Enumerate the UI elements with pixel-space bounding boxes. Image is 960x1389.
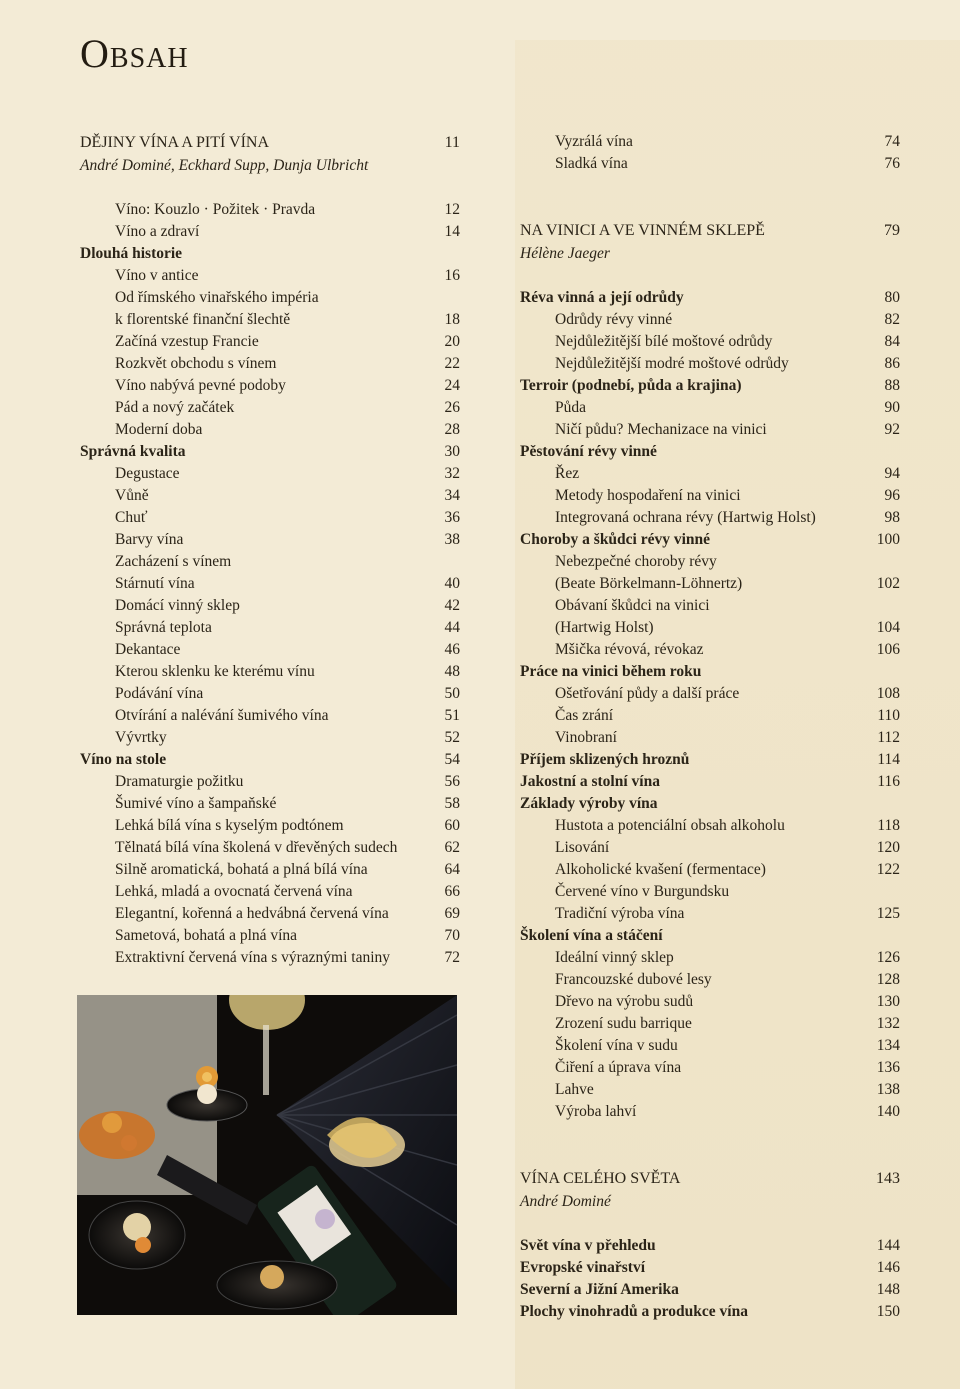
toc-entry[interactable] bbox=[80, 595, 460, 617]
toc-entry-title: Řez bbox=[555, 465, 580, 482]
toc-entry-page-number: 46 bbox=[444, 641, 460, 658]
toc-entry-page-number: 26 bbox=[444, 399, 460, 416]
toc-entry-page-number: 126 bbox=[876, 949, 900, 966]
toc-entry-title: Víno nabývá pevné podoby bbox=[115, 377, 286, 394]
toc-entry-page-number: 34 bbox=[444, 487, 460, 504]
toc-entry-title: Metody hospodaření na vinici bbox=[555, 487, 741, 504]
toc-author-title: André Dominé bbox=[520, 1193, 611, 1210]
toc-entry-title: Lehká bílá vína s kyselým podtónem bbox=[115, 817, 344, 834]
toc-chapter[interactable] bbox=[80, 243, 460, 265]
toc-entry-title: Alkoholické kvašení (fermentace) bbox=[555, 861, 766, 878]
toc-entry-title: Otvírání a nalévání šumivého vína bbox=[115, 707, 329, 724]
toc-entry[interactable] bbox=[520, 617, 900, 639]
toc-entry[interactable] bbox=[520, 947, 900, 969]
toc-entry-page-number: 70 bbox=[444, 927, 460, 944]
toc-entry-page-number: 132 bbox=[876, 1015, 900, 1032]
toc-entry-title: Ošetřování půdy a další práce bbox=[555, 685, 740, 702]
toc-entry-page-number: 22 bbox=[444, 355, 460, 372]
toc-entry-title: Ideální vinný sklep bbox=[555, 949, 674, 966]
toc-entry-page-number: 16 bbox=[444, 267, 460, 284]
toc-chapter-page-number: 144 bbox=[876, 1237, 900, 1254]
toc-entry[interactable] bbox=[520, 397, 900, 419]
toc-spacer bbox=[520, 265, 900, 287]
toc-chapter[interactable] bbox=[520, 1257, 900, 1279]
toc-entry-page-number: 18 bbox=[444, 311, 460, 328]
toc-entry-page-number: 42 bbox=[444, 597, 460, 614]
toc-entry-title: Zrození sudu barrique bbox=[555, 1015, 692, 1032]
toc-author[interactable] bbox=[520, 243, 900, 265]
toc-spacer bbox=[520, 197, 900, 219]
toc-entry-title: Pád a nový začátek bbox=[115, 399, 235, 416]
toc-entry[interactable] bbox=[520, 727, 900, 749]
toc-entry-title: Zacházení s vínem bbox=[115, 553, 232, 570]
toc-entry-page-number: 51 bbox=[444, 707, 460, 724]
toc-entry-title: Extraktivní červená vína s výraznými taniny bbox=[115, 949, 391, 966]
toc-chapter-title: Základy výroby vína bbox=[520, 795, 658, 812]
toc-entry-title: Sametová, bohatá a plná vína bbox=[115, 927, 298, 944]
toc-entry[interactable] bbox=[520, 309, 900, 331]
toc-author[interactable] bbox=[80, 155, 460, 177]
toc-chapter-page-number: 148 bbox=[876, 1281, 900, 1298]
toc-entry-title: Nejdůležitější bílé moštové odrůdy bbox=[555, 333, 773, 350]
toc-section-page-number: 79 bbox=[884, 222, 900, 239]
toc-section-title: DĚJINY VÍNA A PITÍ VÍNA bbox=[80, 134, 270, 151]
toc-chapter[interactable] bbox=[520, 441, 900, 463]
toc-entry-page-number: 28 bbox=[444, 421, 460, 438]
toc-entry-page-number: 32 bbox=[444, 465, 460, 482]
toc-entry-page-number: 98 bbox=[884, 509, 900, 526]
toc-chapter-page-number: 114 bbox=[877, 751, 900, 768]
toc-entry-page-number: 40 bbox=[444, 575, 460, 592]
toc-entry-page-number: 82 bbox=[884, 311, 900, 328]
toc-entry[interactable] bbox=[520, 507, 900, 529]
toc-chapter[interactable] bbox=[520, 1279, 900, 1301]
toc-chapter[interactable] bbox=[520, 771, 900, 793]
toc-entry[interactable] bbox=[520, 837, 900, 859]
toc-entry-title: Víno: Kouzlo · Požitek · Pravda bbox=[115, 201, 316, 218]
toc-entry-page-number: 84 bbox=[884, 333, 900, 350]
toc-entry-title: k florentské finanční šlechtě bbox=[115, 311, 291, 328]
toc-chapter-title: Réva vinná a její odrůdy bbox=[520, 289, 684, 306]
toc-entry-page-number: 92 bbox=[884, 421, 900, 438]
toc-entry-title: Hustota a potenciální obsah alkoholu bbox=[555, 817, 785, 834]
toc-entry[interactable] bbox=[520, 1079, 900, 1101]
toc-chapter-page-number: 150 bbox=[876, 1303, 900, 1320]
toc-entry-title: Nejdůležitější modré moštové odrůdy bbox=[555, 355, 789, 372]
toc-chapter-page-number: 116 bbox=[877, 773, 900, 790]
toc-entry-page-number: 38 bbox=[444, 531, 460, 548]
toc-entry-title: Školení vína v sudu bbox=[555, 1037, 678, 1054]
toc-entry[interactable] bbox=[80, 617, 460, 639]
toc-entry-page-number: 69 bbox=[444, 905, 460, 922]
toc-entry[interactable] bbox=[80, 771, 460, 793]
toc-chapter[interactable] bbox=[520, 749, 900, 771]
toc-entry-page-number: 58 bbox=[444, 795, 460, 812]
toc-section[interactable] bbox=[80, 131, 460, 155]
toc-section[interactable] bbox=[520, 219, 900, 243]
toc-entry-title: Lahve bbox=[555, 1081, 594, 1098]
toc-entry-page-number: 14 bbox=[444, 223, 460, 240]
toc-entry-page-number: 130 bbox=[876, 993, 900, 1010]
toc-entry[interactable] bbox=[80, 353, 460, 375]
toc-entry[interactable] bbox=[520, 331, 900, 353]
toc-author[interactable] bbox=[520, 1191, 900, 1213]
toc-entry[interactable] bbox=[80, 705, 460, 727]
toc-entry-page-number: 136 bbox=[876, 1059, 900, 1076]
toc-entry[interactable] bbox=[80, 199, 460, 221]
toc-entry-page-number: 118 bbox=[877, 817, 900, 834]
toc-entry-title: Domácí vinný sklep bbox=[115, 597, 240, 614]
toc-entry-title: Sladká vína bbox=[555, 155, 628, 172]
toc-entry-title: Lehká, mladá a ovocnatá červená vína bbox=[115, 883, 353, 900]
toc-entry[interactable] bbox=[80, 507, 460, 529]
toc-entry-title: Šumivé víno a šampaňské bbox=[115, 795, 277, 812]
toc-entry-title: Začíná vzestup Francie bbox=[115, 333, 259, 350]
toc-chapter-title: Choroby a škůdci révy vinné bbox=[520, 531, 711, 548]
toc-entry[interactable] bbox=[80, 375, 460, 397]
toc-entry-page-number: 138 bbox=[876, 1081, 900, 1098]
toc-section-page-number: 143 bbox=[876, 1170, 900, 1187]
toc-author-title: Hélène Jaeger bbox=[520, 245, 610, 262]
toc-entry-page-number: 56 bbox=[444, 773, 460, 790]
toc-chapter-page-number: 88 bbox=[884, 377, 900, 394]
toc-entry-title: Od římského vinařského impéria bbox=[115, 289, 319, 306]
toc-entry-page-number: 12 bbox=[444, 201, 460, 218]
toc-entry-page-number: 52 bbox=[444, 729, 460, 746]
toc-entry-title: Vůně bbox=[115, 487, 149, 504]
toc-chapter[interactable] bbox=[520, 1235, 900, 1257]
toc-entry-page-number: 106 bbox=[876, 641, 900, 658]
toc-entry-title: Degustace bbox=[115, 465, 180, 482]
toc-entry[interactable] bbox=[80, 419, 460, 441]
toc-entry[interactable] bbox=[80, 551, 460, 573]
toc-entry[interactable] bbox=[520, 1057, 900, 1079]
toc-chapter[interactable] bbox=[520, 793, 900, 815]
toc-entry[interactable] bbox=[520, 1035, 900, 1057]
toc-entry[interactable] bbox=[80, 573, 460, 595]
toc-entry-page-number: 20 bbox=[444, 333, 460, 350]
toc-entry-page-number: 36 bbox=[444, 509, 460, 526]
toc-entry-title: Odrůdy révy vinné bbox=[555, 311, 673, 328]
toc-entry-title: Vývrtky bbox=[115, 729, 167, 746]
toc-entry-page-number: 48 bbox=[444, 663, 460, 680]
toc-entry[interactable] bbox=[80, 661, 460, 683]
toc-entry[interactable] bbox=[520, 969, 900, 991]
toc-entry-page-number: 44 bbox=[444, 619, 460, 636]
toc-entry[interactable] bbox=[80, 309, 460, 331]
toc-section[interactable] bbox=[520, 1167, 900, 1191]
toc-entry-page-number: 112 bbox=[877, 729, 900, 746]
toc-entry-title: Francouzské dubové lesy bbox=[555, 971, 712, 988]
toc-entry[interactable] bbox=[520, 881, 900, 903]
toc-entry[interactable] bbox=[520, 153, 900, 175]
toc-entry-title: Podávání vína bbox=[115, 685, 204, 702]
toc-entry-page-number: 86 bbox=[884, 355, 900, 372]
toc-entry-title: Dramaturgie požitku bbox=[115, 773, 244, 790]
toc-entry-title: Čiření a úprava vína bbox=[555, 1059, 682, 1076]
toc-entry-page-number: 125 bbox=[876, 905, 900, 922]
toc-chapter-title: Severní a Jižní Amerika bbox=[520, 1281, 679, 1298]
toc-entry-page-number: 120 bbox=[876, 839, 900, 856]
toc-entry[interactable] bbox=[80, 463, 460, 485]
toc-entry-title: Výroba lahví bbox=[555, 1103, 637, 1120]
toc-entry[interactable] bbox=[80, 859, 460, 881]
toc-entry-title: Dekantace bbox=[115, 641, 181, 658]
toc-entry-title: Barvy vína bbox=[115, 531, 184, 548]
toc-entry-title: Silně aromatická, bohatá a plná bílá vína bbox=[115, 861, 368, 878]
toc-entry[interactable] bbox=[80, 485, 460, 507]
toc-entry[interactable] bbox=[520, 991, 900, 1013]
toc-chapter-page-number: 54 bbox=[444, 751, 460, 768]
toc-section-title: VÍNA CELÉHO SVĚTA bbox=[520, 1170, 681, 1187]
toc-entry-title: Obávaní škůdci na vinici bbox=[555, 597, 710, 614]
toc-entry[interactable] bbox=[520, 859, 900, 881]
toc-chapter-title: Správná kvalita bbox=[80, 443, 186, 460]
toc-entry-page-number: 72 bbox=[444, 949, 460, 966]
toc-entry-title: Kterou sklenku ke kterému vínu bbox=[115, 663, 315, 680]
toc-entry[interactable] bbox=[80, 947, 460, 969]
toc-entry[interactable] bbox=[520, 903, 900, 925]
toc-entry[interactable] bbox=[80, 925, 460, 947]
toc-entry-page-number: 140 bbox=[876, 1103, 900, 1120]
toc-entry[interactable] bbox=[80, 727, 460, 749]
toc-chapter-title: Svět vína v přehledu bbox=[520, 1237, 656, 1254]
toc-chapter[interactable] bbox=[520, 1301, 900, 1323]
toc-spacer bbox=[520, 1123, 900, 1145]
toc-entry[interactable] bbox=[520, 551, 900, 573]
toc-entry-page-number: 90 bbox=[884, 399, 900, 416]
toc-entry-page-number: 50 bbox=[444, 685, 460, 702]
toc-entry-title: Čas zrání bbox=[555, 707, 614, 724]
toc-entry-title: Dřevo na výrobu sudů bbox=[555, 993, 694, 1010]
toc-entry-title: Moderní doba bbox=[115, 421, 203, 438]
toc-entry-page-number: 74 bbox=[884, 133, 900, 150]
toc-spacer bbox=[520, 175, 900, 197]
toc-entry-title: Lisování bbox=[555, 839, 610, 856]
toc-entry-page-number: 24 bbox=[444, 377, 460, 394]
toc-entry-title: Víno a zdraví bbox=[115, 223, 200, 240]
toc-entry[interactable] bbox=[520, 419, 900, 441]
toc-entry-title: Mšička révová, révokaz bbox=[555, 641, 704, 658]
toc-entry-title: Správná teplota bbox=[115, 619, 212, 636]
toc-entry[interactable] bbox=[80, 837, 460, 859]
toc-entry-title: (Hartwig Holst) bbox=[555, 619, 654, 636]
toc-section-title: NA VINICI A VE VINNÉM SKLEPĚ bbox=[520, 222, 765, 239]
toc-entry-title: Půda bbox=[555, 399, 586, 416]
toc-entry-page-number: 96 bbox=[884, 487, 900, 504]
toc-entry-title: Víno v antice bbox=[115, 267, 199, 284]
toc-spacer bbox=[520, 1145, 900, 1167]
toc-entry-title: Ničí půdu? Mechanizace na vinici bbox=[555, 421, 767, 438]
toc-entry-page-number: 128 bbox=[876, 971, 900, 988]
toc-entry[interactable] bbox=[80, 683, 460, 705]
toc-entry-title: Vyzrálá vína bbox=[555, 133, 633, 150]
toc-chapter[interactable] bbox=[520, 529, 900, 551]
toc-entry[interactable] bbox=[520, 705, 900, 727]
toc-entry[interactable] bbox=[80, 265, 460, 287]
toc-entry-title: Červené víno v Burgundsku bbox=[555, 883, 730, 900]
toc-entry-page-number: 64 bbox=[444, 861, 460, 878]
toc-entry[interactable] bbox=[520, 485, 900, 507]
toc-chapter-page-number: 80 bbox=[884, 289, 900, 306]
page-title: Obsah bbox=[80, 31, 189, 76]
toc-spacer bbox=[520, 1213, 900, 1235]
toc-entry[interactable] bbox=[520, 683, 900, 705]
toc-entry-page-number: 102 bbox=[876, 575, 900, 592]
toc-entry[interactable] bbox=[80, 793, 460, 815]
toc-entry-title: Stárnutí vína bbox=[115, 575, 195, 592]
toc-chapter-page-number: 30 bbox=[444, 443, 460, 460]
toc-entry-page-number: 62 bbox=[444, 839, 460, 856]
toc-entry[interactable] bbox=[520, 1013, 900, 1035]
toc-author-title: André Dominé, Eckhard Supp, Dunja Ulbricht bbox=[80, 157, 369, 174]
toc-entry[interactable] bbox=[80, 397, 460, 419]
toc-entry-page-number: 104 bbox=[876, 619, 900, 636]
toc-entry-page-number: 94 bbox=[884, 465, 900, 482]
toc-entry[interactable] bbox=[80, 331, 460, 353]
toc-entry-title: Integrovaná ochrana révy (Hartwig Holst) bbox=[555, 509, 816, 526]
toc-chapter-title: Pěstování révy vinné bbox=[520, 443, 657, 460]
toc-chapter-title: Příjem sklizených hroznů bbox=[520, 751, 690, 768]
toc-entry-title: Elegantní, kořenná a hedvábná červená vína bbox=[115, 905, 389, 922]
toc-entry-title: (Beate Börkelmann-Löhnertz) bbox=[555, 575, 743, 592]
toc-chapter-title: Dlouhá historie bbox=[80, 245, 183, 262]
toc-entry-page-number: 134 bbox=[876, 1037, 900, 1054]
toc-chapter[interactable] bbox=[520, 661, 900, 683]
toc-entry[interactable] bbox=[80, 881, 460, 903]
toc-entry[interactable] bbox=[80, 903, 460, 925]
toc-entry[interactable] bbox=[80, 221, 460, 243]
toc-chapter-title: Evropské vinařství bbox=[520, 1259, 646, 1276]
toc-entry[interactable] bbox=[520, 595, 900, 617]
toc-right-column bbox=[520, 131, 900, 1323]
toc-entry[interactable] bbox=[520, 353, 900, 375]
toc-entry[interactable] bbox=[520, 463, 900, 485]
toc-chapter-title: Práce na vinici během roku bbox=[520, 663, 702, 680]
toc-entry-page-number: 108 bbox=[876, 685, 900, 702]
toc-chapter-title: Víno na stole bbox=[80, 751, 167, 768]
toc-chapter[interactable] bbox=[80, 749, 460, 771]
toc-chapter[interactable] bbox=[80, 441, 460, 463]
toc-entry-page-number: 60 bbox=[444, 817, 460, 834]
toc-entry[interactable] bbox=[80, 529, 460, 551]
toc-entry[interactable] bbox=[520, 815, 900, 837]
toc-chapter[interactable] bbox=[520, 375, 900, 397]
toc-section-page-number: 11 bbox=[444, 134, 460, 151]
toc-entry-title: Chuť bbox=[115, 509, 148, 526]
toc-left-column bbox=[80, 131, 460, 969]
toc-entry-title: Rozkvět obchodu s vínem bbox=[115, 355, 277, 372]
toc-entry[interactable] bbox=[520, 573, 900, 595]
toc-entry-page-number: 110 bbox=[877, 707, 900, 724]
toc-entry-page-number: 122 bbox=[876, 861, 900, 878]
toc-entry-title: Tradiční výroba vína bbox=[555, 905, 685, 922]
toc-chapter-page-number: 100 bbox=[876, 531, 900, 548]
toc-entry-title: Nebezpečné choroby révy bbox=[555, 553, 717, 570]
toc-chapter[interactable] bbox=[520, 925, 900, 947]
toc-entry[interactable] bbox=[80, 287, 460, 309]
toc-entry[interactable] bbox=[520, 1101, 900, 1123]
toc-chapter-page-number: 146 bbox=[876, 1259, 900, 1276]
toc-entry[interactable] bbox=[80, 639, 460, 661]
toc-chapter-title: Školení vína a stáčení bbox=[520, 927, 663, 944]
toc-entry-page-number: 76 bbox=[884, 155, 900, 172]
food-and-wine-photo bbox=[77, 995, 457, 1315]
toc-chapter[interactable] bbox=[520, 287, 900, 309]
toc-chapter-title: Plochy vinohradů a produkce vína bbox=[520, 1303, 748, 1320]
toc-entry-page-number: 66 bbox=[444, 883, 460, 900]
toc-entry-title: Vinobraní bbox=[555, 729, 617, 746]
toc-entry[interactable] bbox=[520, 639, 900, 661]
toc-spacer bbox=[80, 177, 460, 199]
toc-entry[interactable] bbox=[80, 815, 460, 837]
toc-entry[interactable] bbox=[520, 131, 900, 153]
toc-chapter-title: Terroir (podnebí, půda a krajina) bbox=[520, 377, 742, 394]
toc-chapter-title: Jakostní a stolní vína bbox=[520, 773, 660, 790]
food-and-wine-illustration bbox=[77, 995, 457, 1315]
toc-entry-title: Tělnatá bílá vína školená v dřevěných sudech bbox=[115, 839, 398, 856]
